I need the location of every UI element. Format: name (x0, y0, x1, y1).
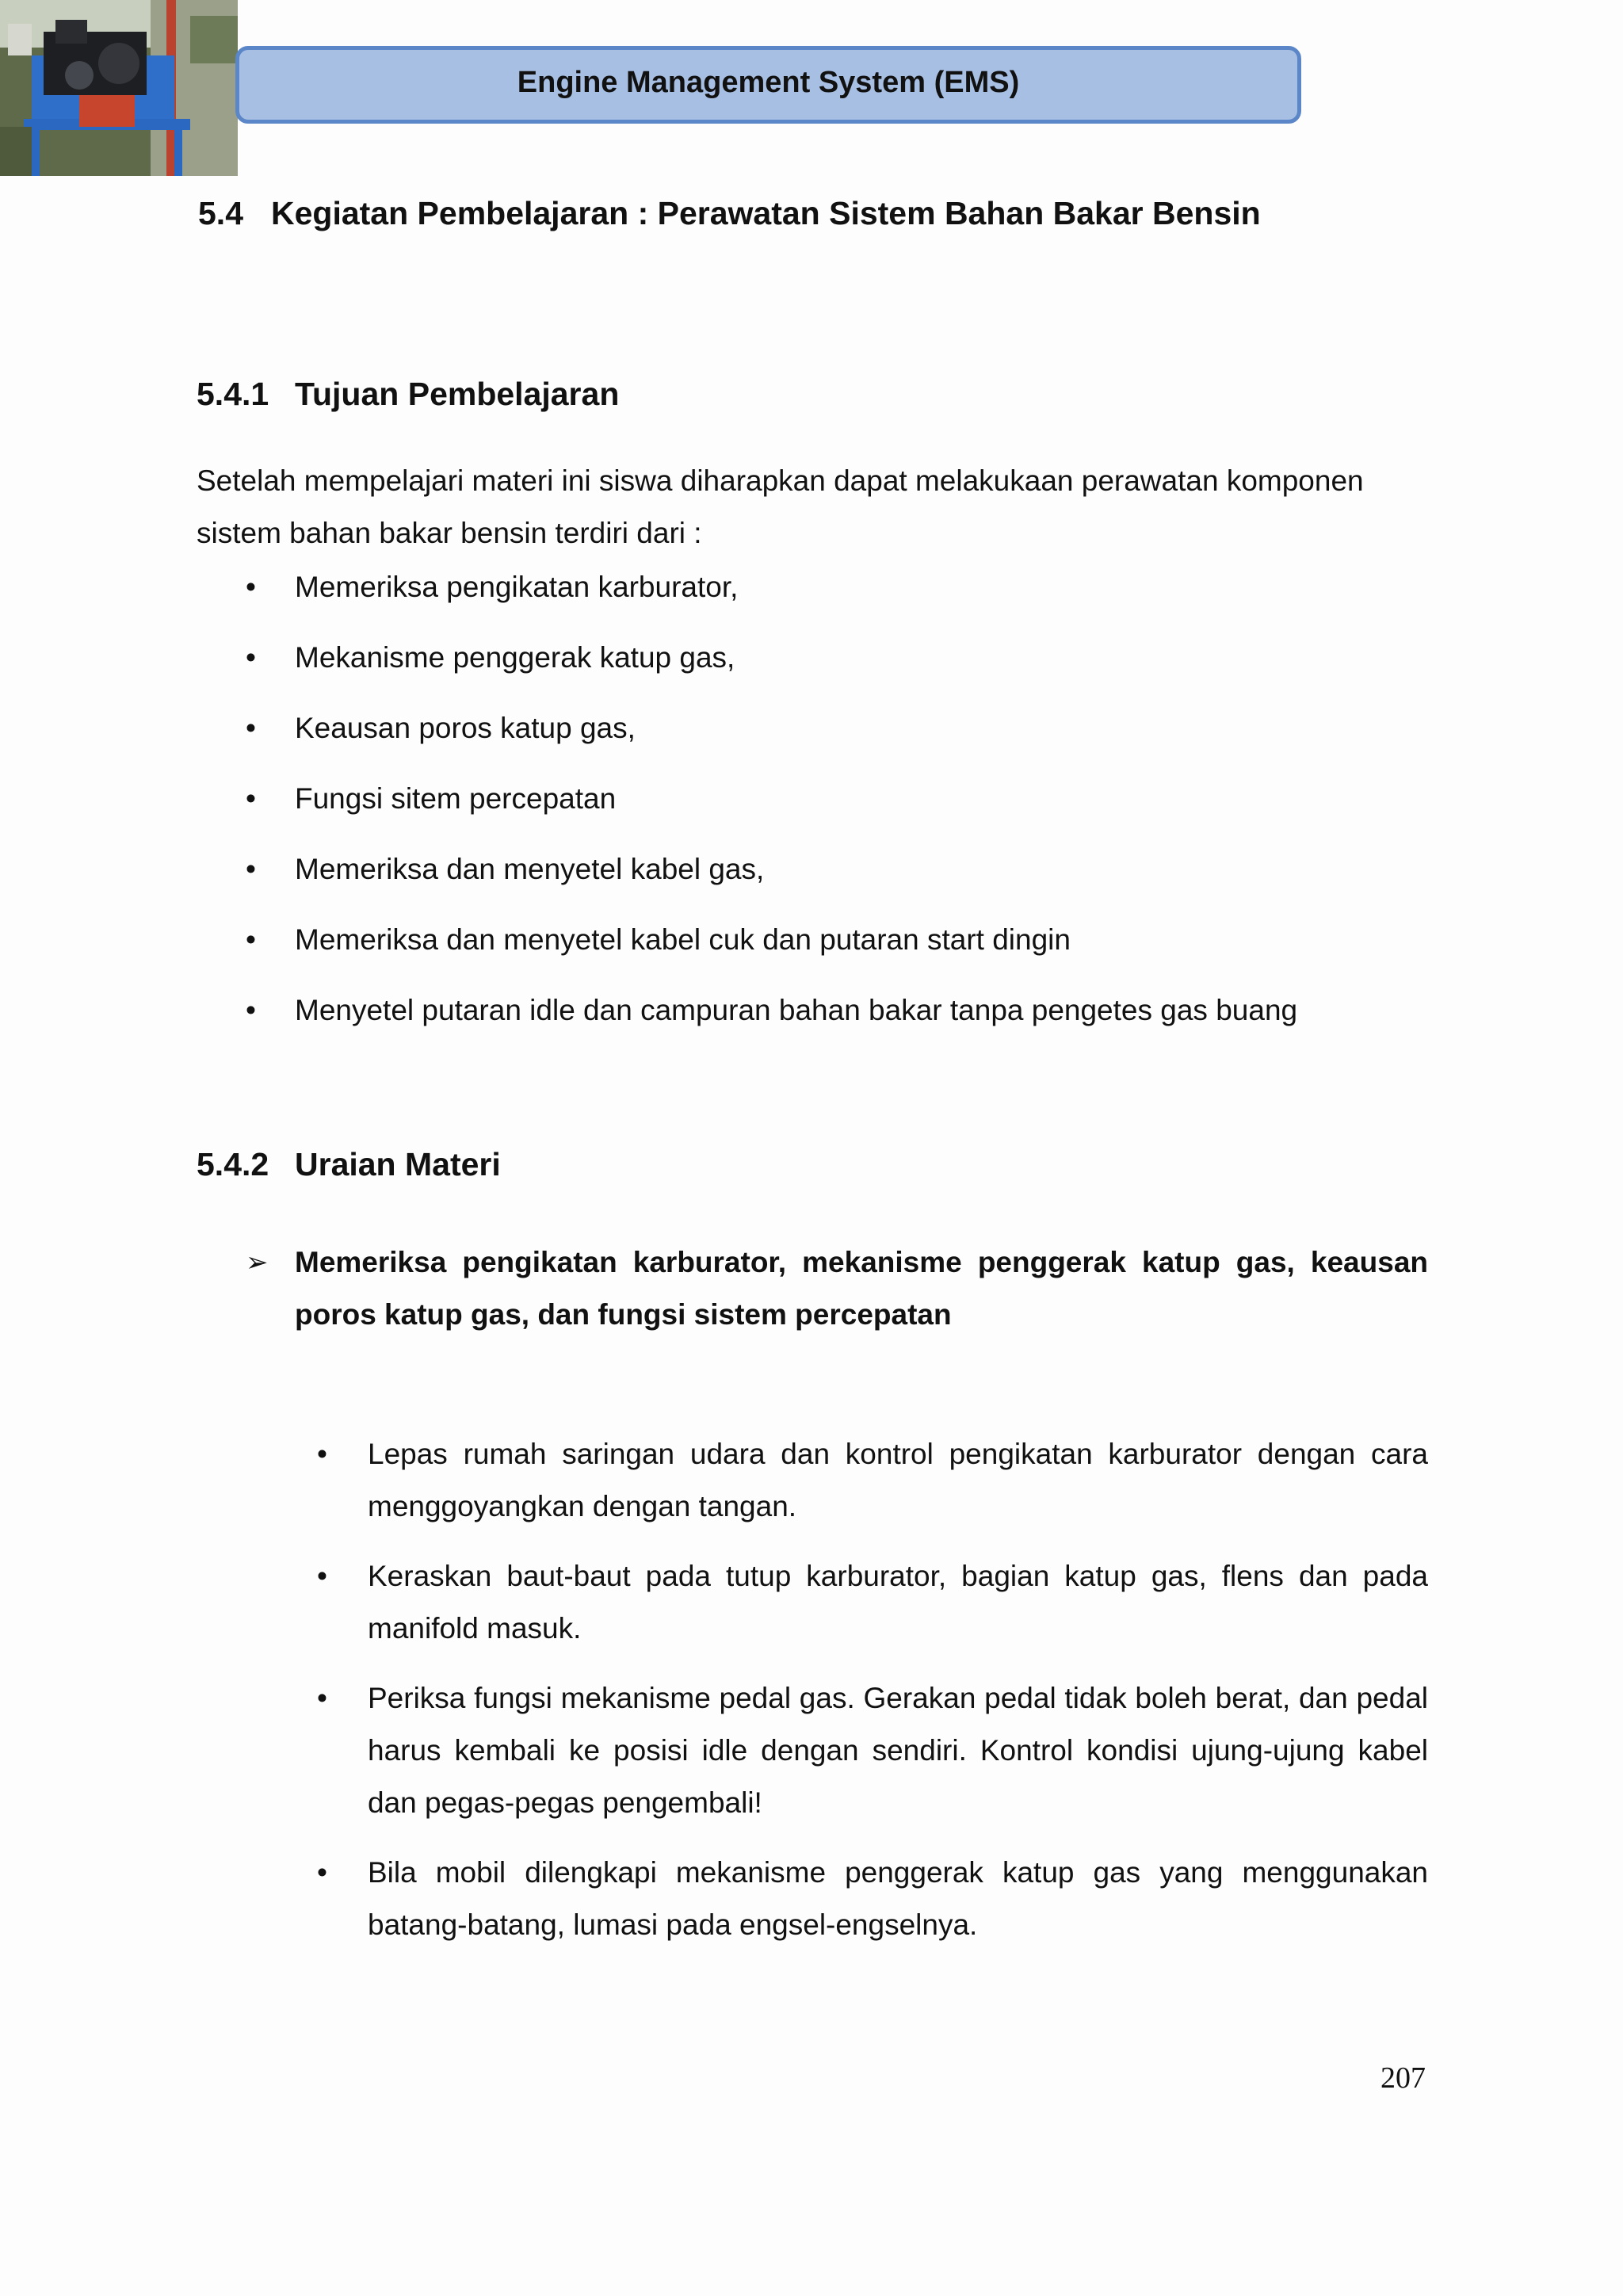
bullet-icon: • (246, 994, 256, 1026)
bullet-icon: • (246, 782, 256, 815)
section-heading (198, 195, 1261, 232)
objectives-list (197, 561, 1465, 1055)
material-subheading (247, 1236, 1428, 1341)
arrow-bullet-icon: ➢ (246, 1247, 269, 1278)
bullet-icon: • (246, 641, 256, 674)
bullet-icon: • (246, 853, 256, 885)
list-item: • Fungsi sitem percepatan (197, 773, 1465, 843)
material-number: 5.4.2 (197, 1146, 269, 1182)
list-item: • Bila mobil dilengkapi mekanisme penggerak katup gas yang menggunakan batang-batang, lumasi pada engsel-engselnya. (317, 1847, 1428, 1951)
header-banner (235, 46, 1301, 124)
bullet-icon: • (317, 1682, 327, 1714)
subheading-text: Memeriksa pengikatan karburator, mekanisme penggerak katup gas, keausan poros katup gas, dan fungsi sistem percepatan (295, 1246, 1428, 1331)
material-heading (197, 1146, 501, 1183)
section-number: 5.4 (198, 195, 243, 231)
bullet-icon: • (317, 1438, 327, 1470)
list-item: • Mekanisme penggerak katup gas, (197, 632, 1465, 702)
material-steps (317, 1428, 1428, 1969)
bullet-icon: • (246, 571, 256, 603)
objectives-number: 5.4.1 (197, 376, 269, 412)
list-item: • Keraskan baut-baut pada tutup karburator, bagian katup gas, flens dan pada manifold masuk. (317, 1550, 1428, 1655)
bullet-icon: • (317, 1560, 327, 1592)
list-item: • Periksa fungsi mekanisme pedal gas. Gerakan pedal tidak boleh berat, dan pedal harus kembali ke posisi idle dengan sendiri. Kontrol kondisi ujung-ujung kabel dan pegas-pegas pengembali! (317, 1672, 1428, 1829)
intro-line-1: Setelah mempelajari materi ini siswa diharapkan dapat melakukaan perawatan komponen (197, 464, 1364, 497)
list-item: • Menyetel putaran idle dan campuran bahan bakar tanpa pengetes gas buang (197, 984, 1465, 1055)
list-item: • Memeriksa pengikatan karburator, (197, 561, 1465, 632)
list-item: • Lepas rumah saringan udara dan kontrol pengikatan karburator dengan cara menggoyangkan dengan tangan. (317, 1428, 1428, 1533)
material-title: Uraian Materi (295, 1146, 501, 1182)
intro-line-2: sistem bahan bakar bensin terdiri dari : (197, 517, 702, 549)
section-title: Kegiatan Pembelajaran : Perawatan Sistem Bahan Bakar Bensin (271, 195, 1261, 231)
objectives-title: Tujuan Pembelajaran (295, 376, 620, 412)
objectives-intro (197, 455, 1433, 560)
engine-stand-photo (0, 0, 238, 176)
list-item: • Memeriksa dan menyetel kabel cuk dan putaran start dingin (197, 914, 1465, 984)
list-item: • Keausan poros katup gas, (197, 702, 1465, 773)
objectives-heading (197, 376, 619, 413)
header-title: Engine Management System (EMS) (517, 65, 1020, 99)
bullet-icon: • (246, 712, 256, 744)
list-item: • Memeriksa dan menyetel kabel gas, (197, 843, 1465, 914)
bullet-icon: • (317, 1856, 327, 1889)
page-number: 207 (1381, 2061, 1426, 2095)
bullet-icon: • (246, 923, 256, 956)
